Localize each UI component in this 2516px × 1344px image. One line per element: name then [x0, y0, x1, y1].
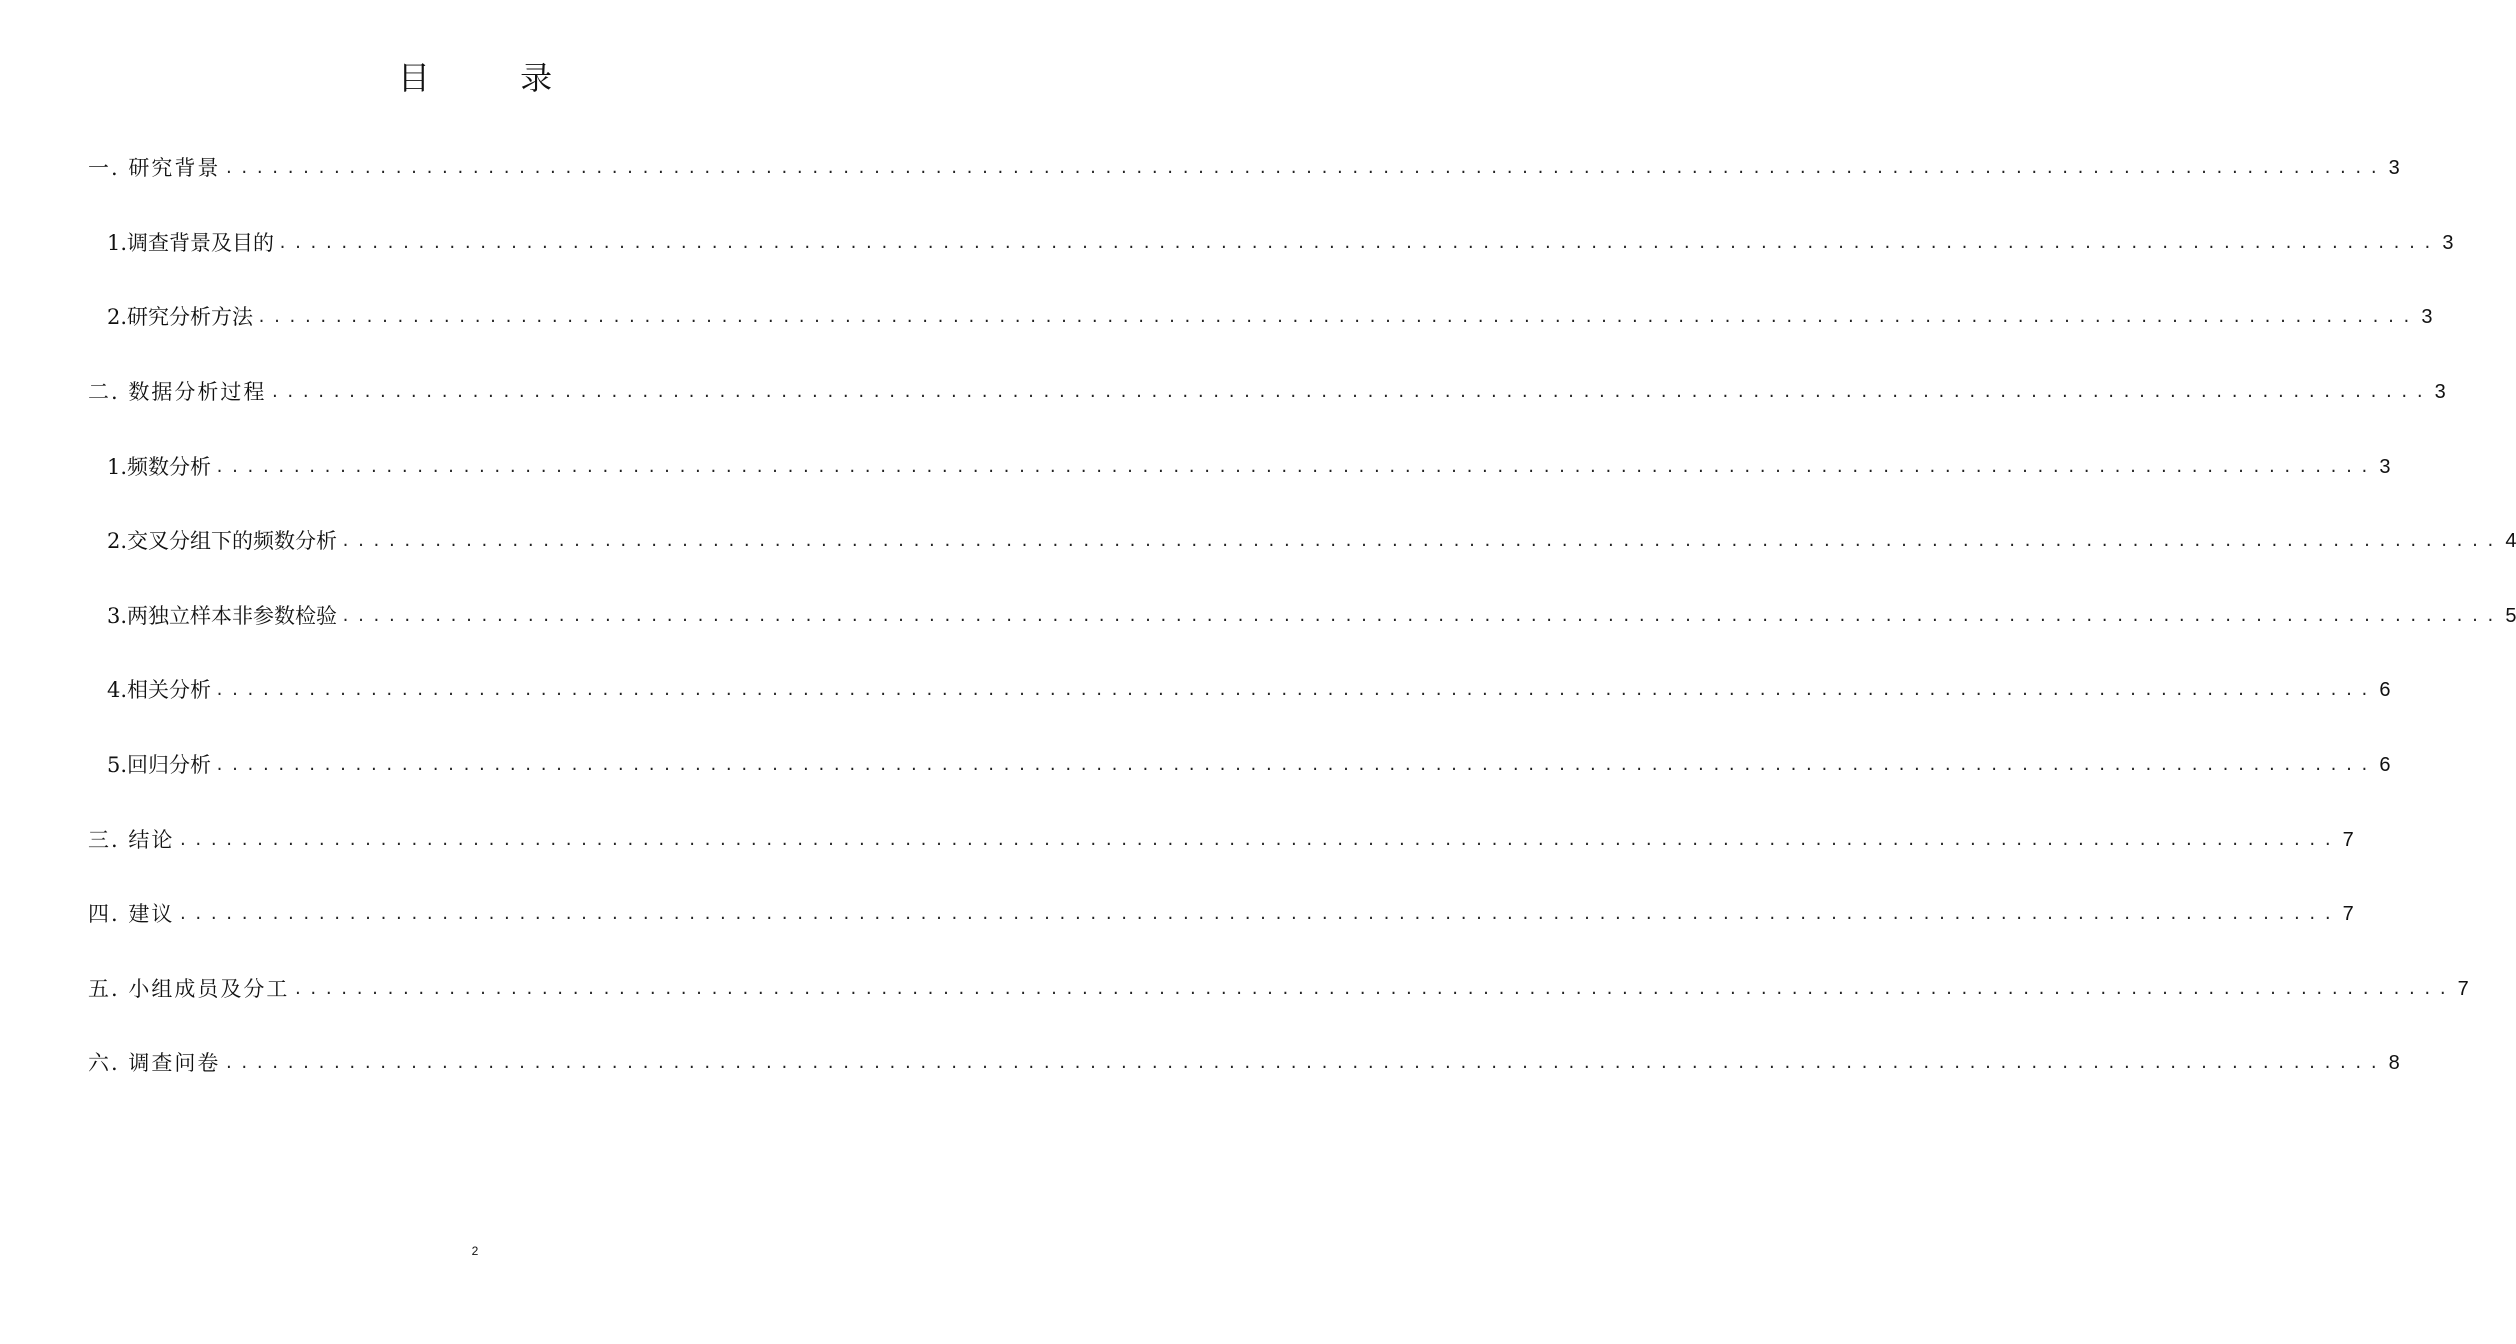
- page-number: 2: [471, 1244, 479, 1258]
- toc-entry[interactable]: [88, 877, 2354, 952]
- dot-leader: ............................................................................................................................................: [341, 606, 2502, 625]
- toc-entry[interactable]: [88, 131, 2400, 206]
- toc-entry[interactable]: [88, 728, 2391, 803]
- toc-entry-page: 7: [2457, 977, 2469, 1000]
- toc-entry-page: 6: [2379, 754, 2391, 777]
- toc-entry-page: 7: [2342, 903, 2354, 926]
- toc-entry[interactable]: [88, 206, 2454, 281]
- toc-entry-label: 5.回归分析: [107, 753, 212, 778]
- toc-entry-label: 3.两独立样本非参数检验: [107, 603, 338, 628]
- toc-title: 目 录: [397, 59, 593, 97]
- dot-leader: ............................................................................................................................................: [215, 756, 2376, 775]
- dot-leader: ............................................................................................................................................: [270, 383, 2431, 402]
- toc-entry-page: 7: [2342, 828, 2354, 851]
- toc-entry-page: 3: [2442, 231, 2454, 254]
- toc-entry[interactable]: [88, 952, 2469, 1027]
- toc-entry-label: 六. 调查问卷: [88, 1051, 221, 1076]
- toc-entry[interactable]: [88, 579, 2516, 654]
- toc-entry[interactable]: [88, 280, 2433, 355]
- toc-entry-label: 1.频数分析: [107, 454, 212, 479]
- toc-entry-label: 2.交叉分组下的频数分析: [107, 529, 338, 554]
- toc-entry-label: 1.调查背景及目的: [107, 230, 275, 255]
- toc-entry-page: 6: [2379, 679, 2391, 702]
- toc-entry-page: 4: [2505, 530, 2516, 553]
- dot-leader: ............................................................................................................................................: [224, 1054, 2385, 1073]
- toc-entry[interactable]: [88, 504, 2516, 579]
- toc-entry-page: 3: [2421, 306, 2433, 329]
- toc-entry-label: 一. 研究背景: [88, 156, 221, 181]
- toc-entry-label: 2.研究分析方法: [107, 305, 254, 330]
- toc-entry-label: 二. 数据分析过程: [88, 380, 267, 405]
- toc-entry-page: 5: [2505, 604, 2516, 627]
- toc-entry[interactable]: [88, 355, 2446, 430]
- toc-entry-page: 8: [2388, 1052, 2400, 1075]
- dot-leader: ............................................................................................................................................: [178, 830, 2339, 849]
- toc-entry-label: 五. 小组成员及分工: [88, 976, 290, 1001]
- dot-leader: ............................................................................................................................................: [215, 457, 2376, 476]
- toc-entry-label: 4.相关分析: [107, 678, 212, 703]
- toc-entry-page: 3: [2434, 381, 2446, 404]
- toc-entry-label: 四. 建议: [88, 902, 175, 927]
- dot-leader: ............................................................................................................................................: [278, 233, 2439, 252]
- dot-leader: ............................................................................................................................................: [224, 159, 2385, 178]
- dot-leader: ............................................................................................................................................: [215, 681, 2376, 700]
- toc-entry-page: 3: [2388, 157, 2400, 180]
- dot-leader: ............................................................................................................................................: [341, 532, 2502, 551]
- toc-entry[interactable]: [88, 653, 2391, 728]
- dot-leader: ............................................................................................................................................: [178, 905, 2339, 924]
- toc-entry[interactable]: [88, 429, 2391, 504]
- toc-entry[interactable]: [88, 802, 2354, 877]
- toc-entry-label: 三. 结论: [88, 827, 175, 852]
- toc-entry[interactable]: [88, 1026, 2400, 1101]
- dot-leader: ............................................................................................................................................: [257, 308, 2418, 327]
- toc-list: [88, 131, 2516, 1101]
- dot-leader: ............................................................................................................................................: [293, 979, 2454, 998]
- toc-entry-page: 3: [2379, 455, 2391, 478]
